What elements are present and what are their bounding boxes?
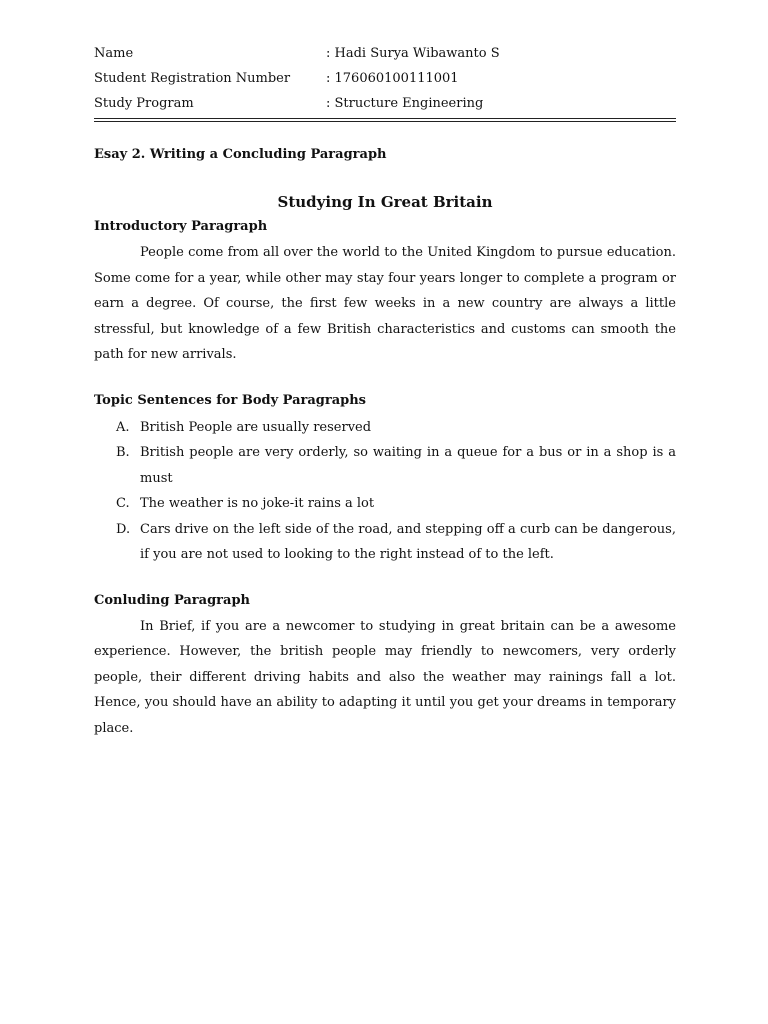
conclusion-heading: Conluding Paragraph <box>94 592 250 608</box>
topic-list <box>94 415 676 568</box>
document-title: Studying In Great Britain <box>277 193 493 211</box>
info-row-name <box>94 41 676 66</box>
registration-value: : 176060100111001 <box>326 71 459 86</box>
topics-heading: Topic Sentences for Body Paragraphs <box>94 392 367 408</box>
list-item <box>94 491 676 517</box>
registration-label: Student Registration Number <box>94 71 291 86</box>
list-item <box>94 440 676 491</box>
intro-paragraph: People come from all over the world to the United Kingdom to pursue education. Some come for a year, while other may stay four years longer to complete a program or earn a degree. Of course, the first few weeks in a new country are always a little stressful, but knowledge of a few British characteristics and customs can smooth the path for new arrivals. <box>94 245 676 362</box>
list-item-text: British People are usually reserved <box>140 419 372 435</box>
intro-heading: Introductory Paragraph <box>94 219 268 234</box>
name-label: Name <box>94 46 134 61</box>
name-value: : Hadi Surya Wibawanto S <box>326 46 500 61</box>
conclusion-paragraph: In Brief, if you are a newcomer to studying in great britain can be a awesome experience. However, the british people may friendly to newcomers, very orderly people, their different driving habits and also the weather may rainings fall a lot. Hence, you should have an ability to adapting it until you get your dreams in temporary place. <box>94 618 676 736</box>
program-label: Study Program <box>94 96 194 111</box>
list-item <box>94 517 676 568</box>
header-divider <box>94 118 676 122</box>
list-marker: C. <box>116 496 130 511</box>
info-row-program <box>94 91 676 116</box>
list-marker: A. <box>116 419 130 435</box>
list-item <box>94 415 676 441</box>
student-info-table <box>94 41 676 116</box>
document-page <box>94 41 676 741</box>
list-item-text: British people are very orderly, so waiting in a queue for a bus or in a shop is a must <box>140 445 676 486</box>
info-row-registration <box>94 66 676 91</box>
program-value: : Structure Engineering <box>326 96 484 111</box>
list-item-text: The weather is no joke-it rains a lot <box>140 496 375 511</box>
list-marker: B. <box>116 445 130 460</box>
list-item-text: Cars drive on the left side of the road, and stepping off a curb can be dangerous, if you are not used to looking to the right instead of to the left. <box>140 521 676 562</box>
list-marker: D. <box>116 521 131 537</box>
essay-heading: Esay 2. Writing a Concluding Paragraph <box>94 147 387 162</box>
